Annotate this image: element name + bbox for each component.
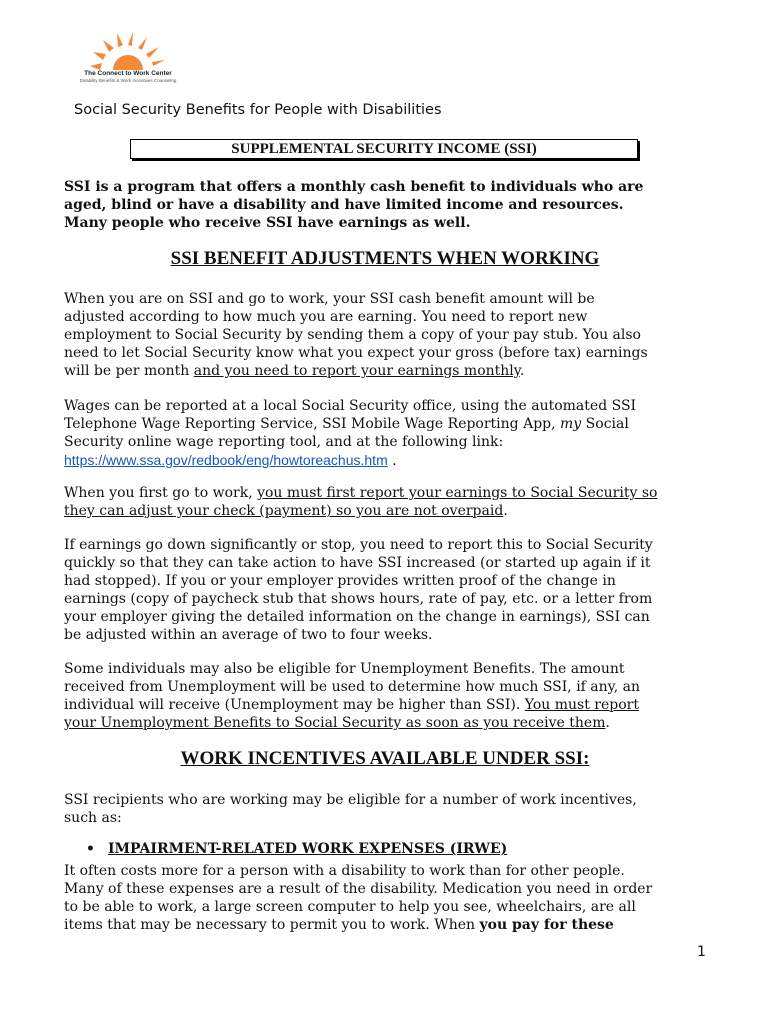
text-line: Telephone Wage Reporting Service, SSI Mobile Wage Reporting App, <box>64 416 561 432</box>
text-line: Some individuals may also be eligible for Unemployment Benefits. The amount <box>64 661 625 677</box>
paragraph-incentives-intro <box>64 791 714 827</box>
text-line: be adjusted within an average of two to four weeks. <box>64 627 433 643</box>
text-line: Social <box>581 416 629 432</box>
text-line: If earnings go down significantly or stop, you need to report this to Social Security <box>64 537 653 553</box>
text-line: When you first go to work, <box>64 485 258 501</box>
text-line: Wages can be reported at a local Social Security office, using the automated SSI <box>64 398 637 414</box>
paragraph-earnings-decrease <box>64 536 714 644</box>
underlined-text: you must first report your earnings to Social Security so <box>257 485 658 501</box>
document-subtitle: Social Security Benefits for People with Disabilities <box>74 102 442 118</box>
text-line: adjusted according to how much you are earning. You need to report new <box>64 309 588 325</box>
text-end: . <box>519 363 525 379</box>
section-heading-work-incentives: WORK INCENTIVES AVAILABLE UNDER SSI: <box>180 748 590 769</box>
intro-line: Many people who receive SSI have earnings as well. <box>64 215 471 231</box>
bold-text: you pay for these <box>479 917 614 933</box>
text-line: such as: <box>64 810 122 826</box>
bullet-icon: • <box>86 841 95 857</box>
underlined-text: they can adjust your check (payment) so you are not overpaid <box>64 503 504 519</box>
text-line: received from Unemployment will be used to determine how much SSI, if any, an <box>64 679 640 695</box>
boxed-title: SUPPLEMENTAL SECURITY INCOME (SSI) <box>130 139 638 159</box>
bullet-irwe <box>86 841 507 857</box>
text-line: will be per month <box>64 363 194 379</box>
ssa-redbook-link[interactable]: https://www.ssa.gov/redbook/eng/howtoreachus.htm <box>64 452 388 468</box>
organization-logo <box>78 30 178 90</box>
text-line: It often costs more for a person with a disability to work than for other people. <box>64 863 625 879</box>
underlined-text: You must report <box>524 697 639 713</box>
text-end: . <box>387 453 397 469</box>
text-line: your employer giving the detailed information on the change in earnings), SSI can <box>64 609 650 625</box>
text-end: . <box>605 715 610 731</box>
text-line: Security online wage reporting tool, and at the following link: <box>64 434 504 450</box>
italic-text: my <box>560 416 582 432</box>
text-line: quickly so that they can take action to have SSI increased (or started up again if it <box>64 555 651 571</box>
underlined-text: and you need to report your earnings monthly <box>193 363 520 379</box>
underlined-text: your Unemployment Benefits to Social Security as soon as you receive them <box>64 715 606 731</box>
sun-logo-icon <box>86 30 170 72</box>
text-end: . <box>503 503 508 519</box>
text-line: Many of these expenses are a result of the disability. Medication you need in order <box>64 881 653 897</box>
paragraph-reporting <box>64 290 714 380</box>
text-line: to be able to work, a large screen computer to help you see, wheelchairs, are all <box>64 899 636 915</box>
intro-paragraph <box>64 178 714 232</box>
paragraph-wage-reporting <box>64 397 714 470</box>
text-line: items that may be necessary to permit you to work. When <box>64 917 480 933</box>
logo-tagline: Disability Benefits & Work Incentives Counseling <box>79 78 177 83</box>
logo-name: The Connect to Work Center <box>84 70 172 77</box>
intro-line: aged, blind or have a disability and have limited income and resources. <box>64 197 624 213</box>
text-line: employment to Social Security by sending them a copy of your pay stub. You also <box>64 327 641 343</box>
paragraph-irwe <box>64 862 714 934</box>
text-line: earnings (copy of paycheck stub that shows hours, rate of pay, etc. or a letter from <box>64 591 653 607</box>
text-line: had stopped). If you or your employer provides written proof of the change in <box>64 573 616 589</box>
bullet-label: IMPAIRMENT-RELATED WORK EXPENSES (IRWE) <box>108 841 508 857</box>
paragraph-unemployment <box>64 660 714 732</box>
text-line: When you are on SSI and go to work, your SSI cash benefit amount will be <box>64 291 595 307</box>
section-heading-adjustments: SSI BENEFIT ADJUSTMENTS WHEN WORKING <box>170 248 600 269</box>
text-line: individual will receive (Unemployment may be higher than SSI). <box>64 697 525 713</box>
paragraph-first-report <box>64 484 714 520</box>
text-line: SSI recipients who are working may be eligible for a number of work incentives, <box>64 792 637 808</box>
page-number: 1 <box>697 944 706 960</box>
text-line: need to let Social Security know what you expect your gross (before tax) earnings <box>64 345 648 361</box>
intro-line: SSI is a program that offers a monthly cash benefit to individuals who are <box>64 179 644 195</box>
